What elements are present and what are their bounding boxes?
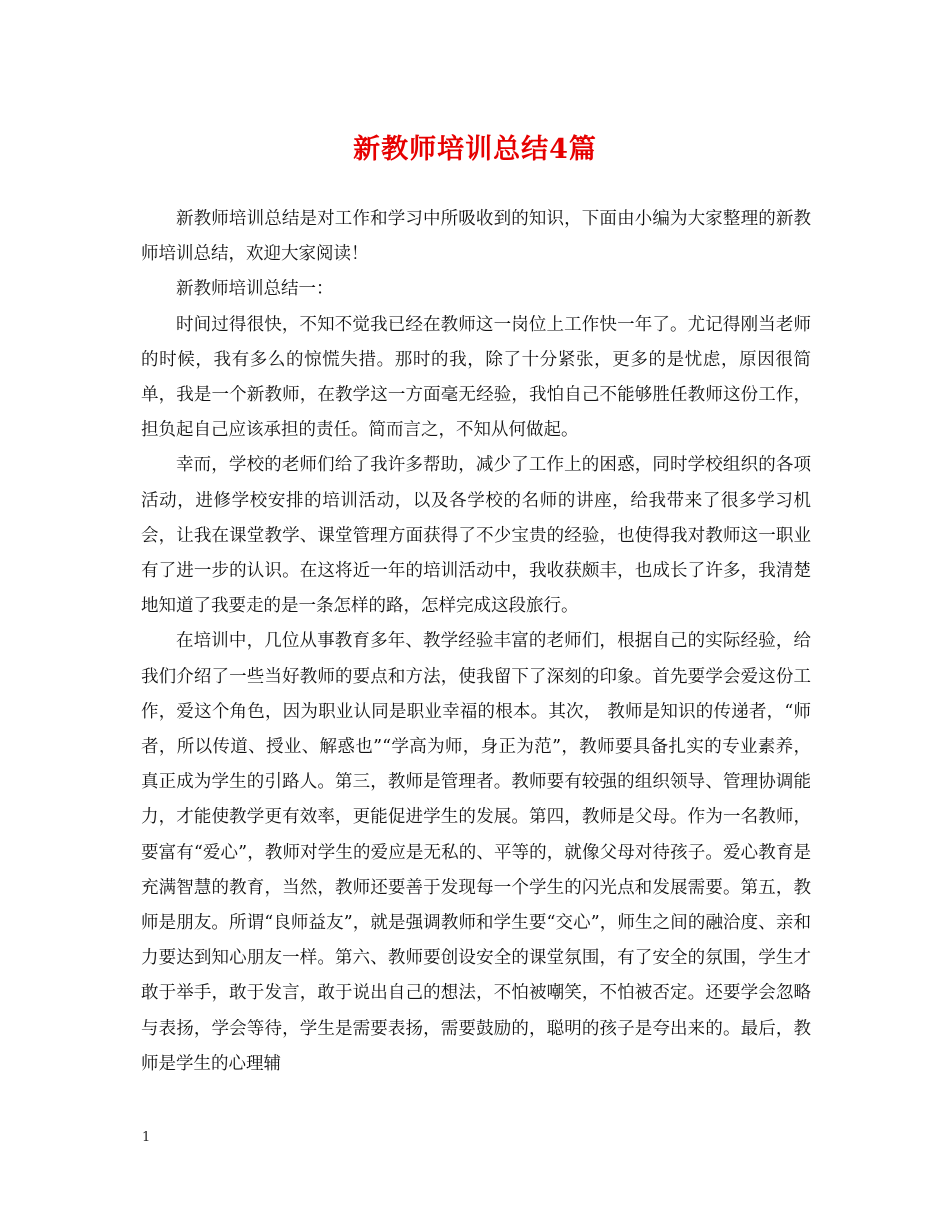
document-title: 新教师培训总结4篇 <box>353 134 597 165</box>
page-number: 1 <box>142 1130 151 1145</box>
paragraph: 在培训中，几位从事教育多年、教学经验丰富的老师们，根据自己的实际经验，给我们介绍了一些当好教师的要点和方法，使我留下了深刻的印象。首先要学会爱这份工作，爱这个角色，因为职业认同是职业幸福的根本。其次， 教师是知识的传递者，“师者，所以传道、授业、解惑也”“学高为师，身正为范”，教师要具备扎实的专业素养，真正成为学生的引路人。第三，教师是管理者。教师要有较强的组织领导、管理协调能力，才能使教学更有效率，更能促进学生的发展。第四，教师是父母。作为一名教师，要富有“爱心”，教师对学生的爱应是无私的、平等的，就像父母对待孩子。爱心教育是充满智慧的教育，当然，教师还要善于发现每一个学生的闪光点和发展需要。第五，教师是朋友。所谓“良师益友”，就是强调教师和学生要“交心”，师生之间的融洽度、亲和力要达到知心朋友一样。第六、教师要创设安全的课堂氛围，有了安全的氛围，学生才敢于举手，敢于发言，敢于说出自己的想法，不怕被嘲笑，不怕被否定。还要学会忽略与表扬，学会等待，学生是需要表扬，需要鼓励的，聪明的孩子是夸出来的。最后，教师是学生的心理辅 <box>141 631 811 1074</box>
paragraph-intro: 新教师培训总结是对工作和学习中所吸收到的知识，下面由小编为大家整理的新教师培训总结，欢迎大家阅读！ <box>141 209 811 265</box>
section-heading-one: 新教师培训总结一： <box>176 279 334 300</box>
document-body <box>141 202 811 1082</box>
paragraph: 时间过得很快，不知不觉我已经在教师这一岗位上工作快一年了。尤记得刚当老师的时候，我有多么的惊慌失措。那时的我，除了十分紧张，更多的是忧虑，原因很简单，我是一个新教师，在教学这一方面毫无经验，我怕自己不能够胜任教师这份工作，担负起自己应该承担的责任。简而言之，不知从何做起。 <box>141 314 811 441</box>
paragraph: 幸而，学校的老师们给了我许多帮助，减少了工作上的困惑，同时学校组织的各项活动，进修学校安排的培训活动，以及各学校的名师的讲座，给我带来了很多学习机会，让我在课堂教学、课堂管理方面获得了不少宝贵的经验，也使得我对教师这一职业有了进一步的认识。在这将近一年的培训活动中，我收获颇丰，也成长了许多，我清楚地知道了我要走的是一条怎样的路，怎样完成这段旅行。 <box>141 455 811 617</box>
